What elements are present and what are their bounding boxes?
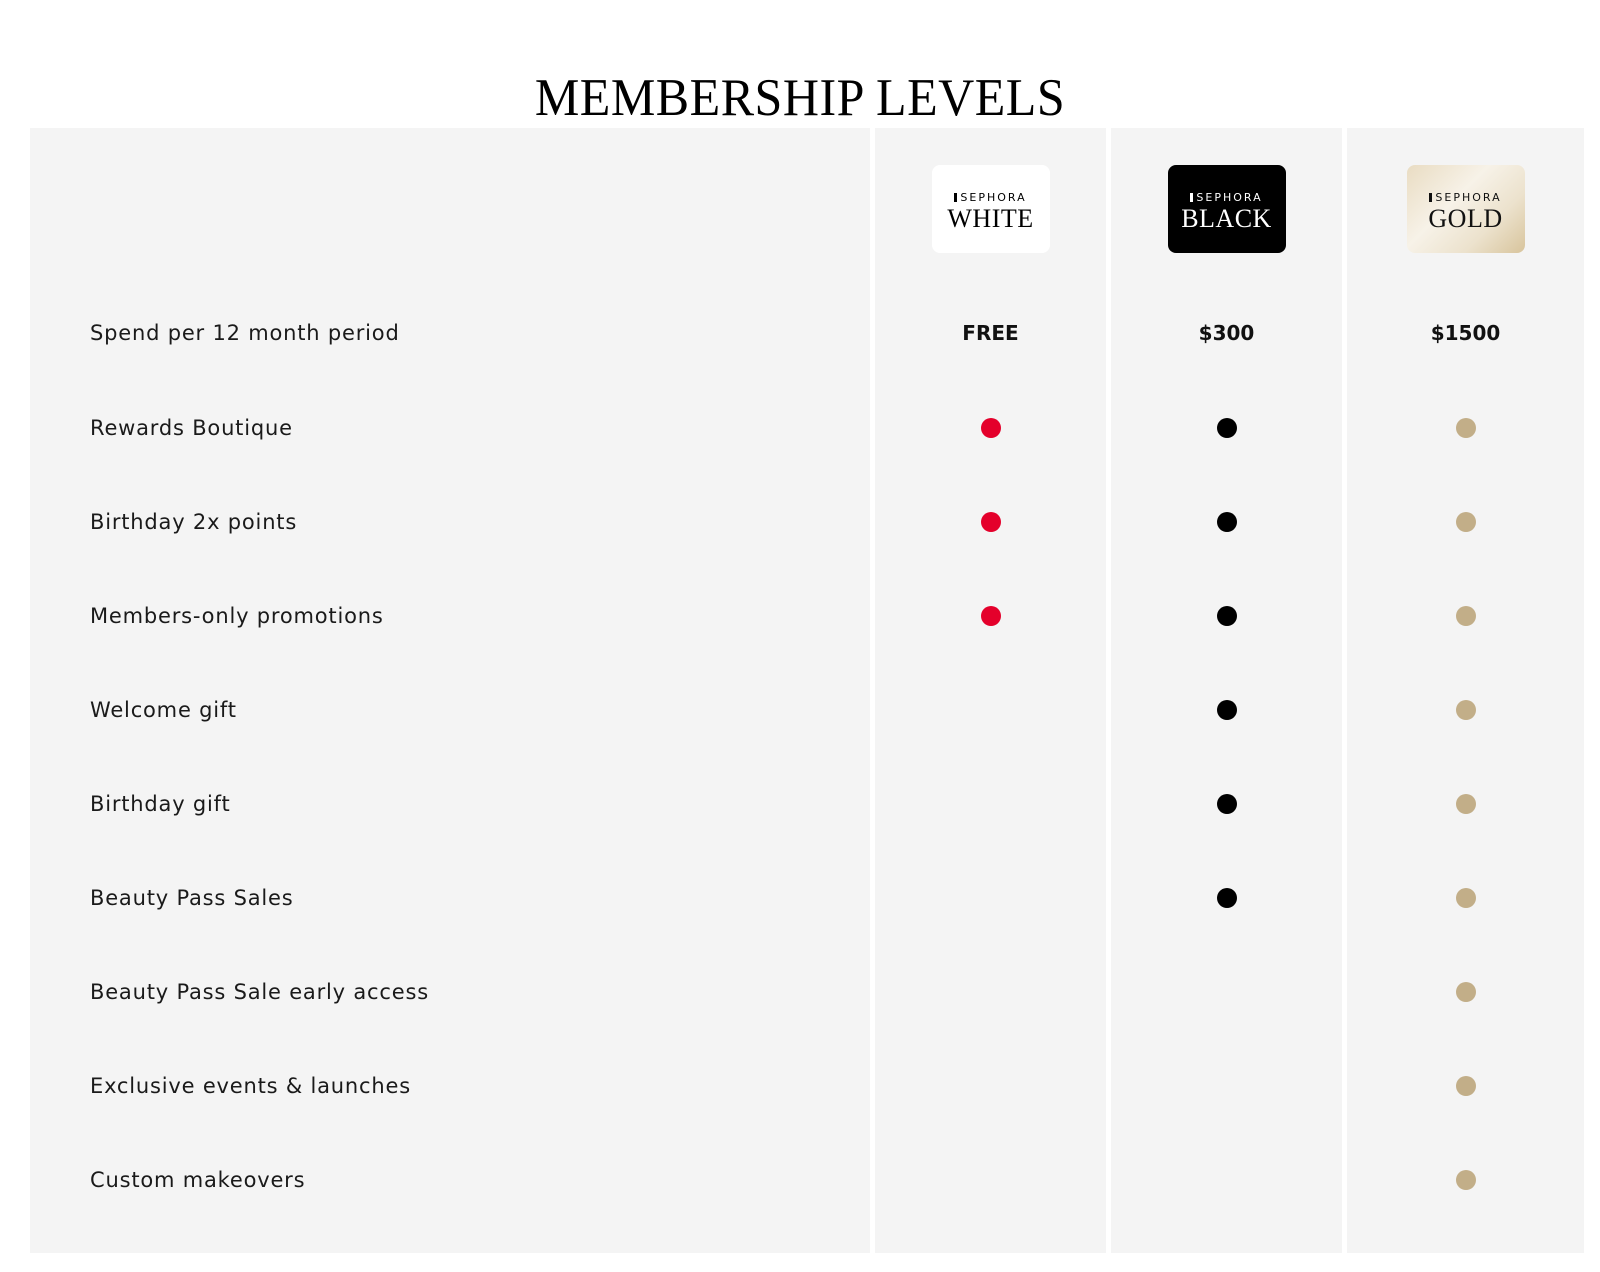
feature-label: Birthday 2x points [90,510,298,534]
gold-tier-dot-icon [1456,794,1476,814]
white-tier-dot-icon [981,606,1001,626]
price-gold: $1500 [1430,321,1501,345]
sephora-black-logo [1168,165,1286,253]
spend-row [30,313,1584,353]
spend-row-label: Spend per 12 month period [90,321,400,345]
gold-tier-dot-icon [1456,606,1476,626]
membership-comparison-table [30,128,1584,1253]
black-tier-dot-icon [1217,606,1237,626]
feature-row [30,1066,1584,1106]
feature-label: Exclusive events & launches [90,1074,411,1098]
gold-tier-dot-icon [1456,512,1476,532]
logo-tier-name: GOLD [1428,204,1503,233]
sephora-white-logo [932,165,1050,253]
feature-label: Custom makeovers [90,1168,306,1192]
black-tier-dot-icon [1217,512,1237,532]
black-tier-dot-icon [1217,700,1237,720]
price-white: FREE [962,321,1019,345]
feature-label: Members-only promotions [90,604,384,628]
logo-tier-name: BLACK [1181,204,1272,233]
logo-tier-name: WHITE [947,204,1034,233]
gold-tier-dot-icon [1456,1170,1476,1190]
gold-tier-dot-icon [1456,1076,1476,1096]
logo-brand-text: SEPHORA [1435,191,1502,204]
black-tier-dot-icon [1217,888,1237,908]
brand-mark-icon [954,193,957,202]
brand-mark-icon [1190,193,1193,202]
feature-label: Welcome gift [90,698,237,722]
gold-tier-dot-icon [1456,418,1476,438]
feature-label: Beauty Pass Sales [90,886,294,910]
gold-tier-dot-icon [1456,700,1476,720]
feature-label: Beauty Pass Sale early access [90,980,429,1004]
logo-brand-text: SEPHORA [960,191,1027,204]
gold-tier-dot-icon [1456,982,1476,1002]
feature-row [30,972,1584,1012]
brand-mark-icon [1429,193,1432,202]
feature-row [30,408,1584,448]
feature-row [30,784,1584,824]
page-title: MEMBERSHIP LEVELS [534,67,1066,126]
feature-row [30,878,1584,918]
gold-tier-dot-icon [1456,888,1476,908]
black-tier-dot-icon [1217,794,1237,814]
feature-label: Birthday gift [90,792,231,816]
feature-row [30,1160,1584,1200]
black-tier-dot-icon [1217,418,1237,438]
white-tier-dot-icon [981,512,1001,532]
feature-label: Rewards Boutique [90,416,293,440]
sephora-gold-logo [1407,165,1525,253]
feature-row [30,690,1584,730]
logo-brand-text: SEPHORA [1196,191,1263,204]
white-tier-dot-icon [981,418,1001,438]
price-black: $300 [1198,321,1255,345]
feature-row [30,596,1584,636]
feature-row [30,502,1584,542]
